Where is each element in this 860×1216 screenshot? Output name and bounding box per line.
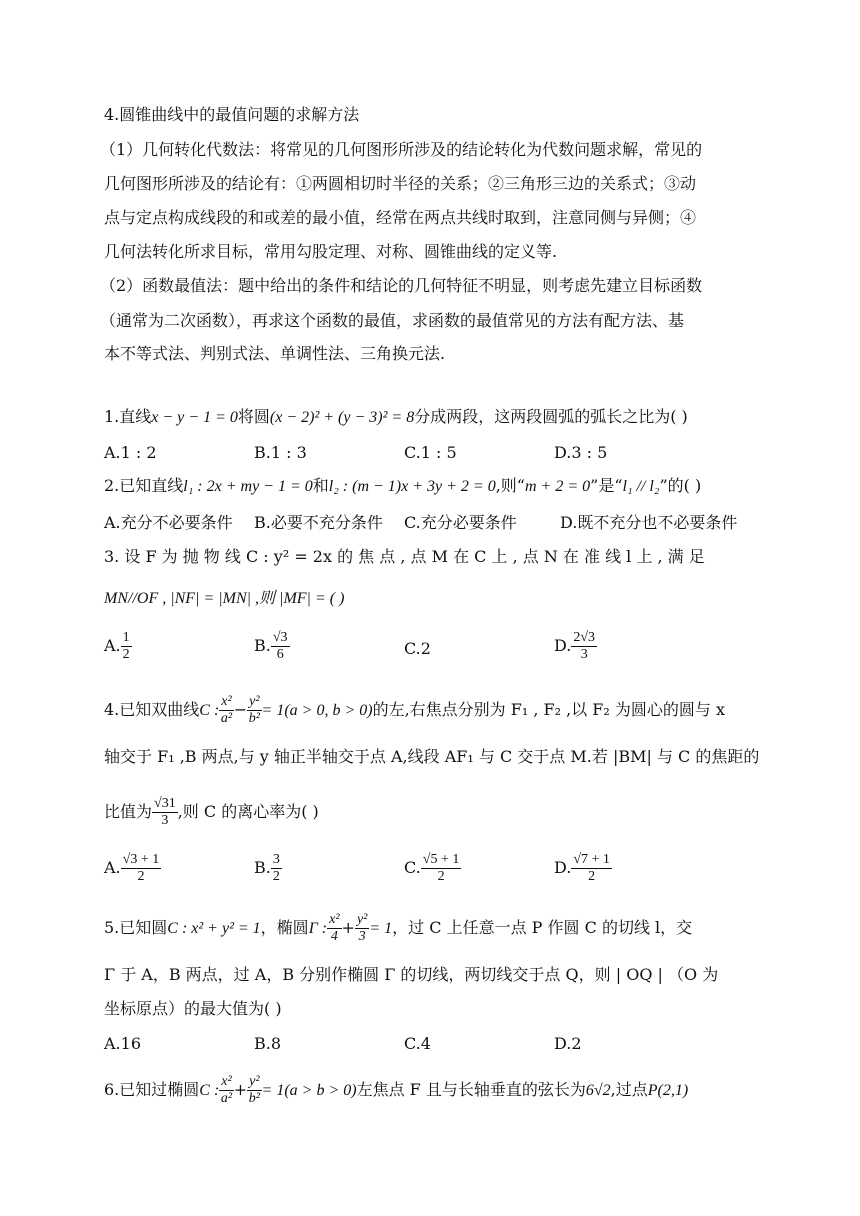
q5-option-d: D.2 bbox=[554, 1034, 582, 1053]
q4-option-d-prefix: D. bbox=[554, 858, 572, 877]
q6-frac-y-den: b² bbox=[248, 1091, 260, 1106]
q1-option-d: D.3 : 5 bbox=[554, 443, 608, 462]
q4-stem-a: 4.已知双曲线 bbox=[104, 700, 200, 719]
q6-frac-x-den: a² bbox=[220, 1091, 233, 1106]
q6-point-p: P(2,1) bbox=[647, 1082, 689, 1099]
q4-option-a bbox=[104, 852, 161, 885]
method-p2-line2: （通常为二次函数），再求这个函数的最值，求函数的最值常见的方法有配方法、基 bbox=[100, 311, 685, 330]
q2-stem-b: 和 bbox=[312, 476, 329, 495]
q5-option-a: A.16 bbox=[104, 1034, 141, 1053]
q3-option-a-den: 2 bbox=[122, 647, 130, 662]
q1-option-c: C.1 : 5 bbox=[404, 443, 457, 462]
q1-stem-a: 1.直线 bbox=[104, 407, 152, 426]
q4-stem-d: 的左,右焦点分别为 F₁ , F₂ ,以 F₂ 为圆心的圆与 x bbox=[372, 700, 726, 719]
q4-stem-end: ,则 C 的离心率为( ) bbox=[177, 802, 319, 821]
q4-frac-x-num: x² bbox=[221, 694, 232, 709]
q2-stem-a: 2.已知直线 bbox=[104, 476, 184, 495]
question-5-line1 bbox=[104, 912, 692, 945]
q3-option-d-num: 2√3 bbox=[573, 630, 596, 645]
q5-frac-x-den: 4 bbox=[330, 929, 338, 944]
method-p1-line2: 几何图形所涉及的结论有：①两圆相切时半径的关系；②三角形三边的关系式；③动 bbox=[104, 174, 697, 193]
q1-eq-circle: (x − 2)² + (y − 3)² = 8 bbox=[269, 409, 415, 426]
q6-frac-y-num: y² bbox=[249, 1074, 260, 1089]
q3-option-d-den: 3 bbox=[580, 647, 588, 662]
q4-option-b-frac bbox=[271, 852, 282, 885]
q4-stem-ratio: 比值为 bbox=[104, 802, 153, 821]
method-p1-line3: 点与定点构成线段的和或差的最小值，经常在两点共线时取到，注意同侧与异侧；④ bbox=[104, 208, 697, 227]
q5-circle-eq: C : x² + y² = 1 bbox=[167, 920, 261, 937]
question-3-line1: 3. 设 F 为 抛 物 线 C : y² = 2x 的 焦 点 , 点 M 在 C 上 , 点 N 在 准 线 l 上 , 满 足 bbox=[104, 547, 705, 566]
q2-eq-l2: l₂ : (m − 1)x + 3y + 2 = 0 bbox=[328, 478, 496, 495]
q4-frac-y-den: b² bbox=[248, 711, 260, 726]
q3-option-b-den: 6 bbox=[276, 647, 284, 662]
q3-option-a-prefix: A. bbox=[104, 636, 121, 655]
question-6-line1 bbox=[104, 1074, 688, 1107]
q6-stem-f: ,过点 bbox=[610, 1080, 648, 1099]
q3-option-d-prefix: D. bbox=[554, 636, 572, 655]
q6-frac-y bbox=[247, 1074, 261, 1107]
q4-option-c bbox=[404, 852, 461, 885]
q1-stem-c: 分成两段，这两段圆弧的弧长之比为( ) bbox=[414, 407, 688, 426]
q1-stem-b: 将圆 bbox=[237, 407, 270, 426]
q4-option-d bbox=[554, 852, 612, 885]
q1-eq-line: x − y − 1 = 0 bbox=[151, 409, 238, 426]
q2-eq-m: m + 2 = 0 bbox=[525, 478, 591, 495]
q4-ratio-frac bbox=[152, 796, 178, 829]
q6-frac-x-num: x² bbox=[221, 1074, 232, 1089]
q3-option-c: C.2 bbox=[404, 639, 431, 658]
q5-stem-a: 5.已知圆 bbox=[104, 918, 168, 937]
q4-condition: = 1(a > 0, b > 0) bbox=[261, 702, 373, 719]
q6-stem-a: 6.已知过椭圆 bbox=[104, 1080, 200, 1099]
q4-option-a-frac bbox=[121, 852, 162, 885]
q4-option-d-den: 2 bbox=[588, 869, 596, 884]
q5-frac-y-num: y² bbox=[356, 912, 368, 927]
q4-option-a-den: 2 bbox=[137, 869, 145, 884]
q4-option-c-prefix: C. bbox=[404, 858, 421, 877]
q2-option-a: A.充分不必要条件 bbox=[104, 513, 233, 532]
q5-stem-c: ，椭圆 bbox=[260, 918, 309, 937]
method-p1-line4: 几何法转化所求目标，常用勾股定理、对称、圆锥曲线的定义等. bbox=[104, 242, 558, 261]
q1-option-b: B.1 : 3 bbox=[254, 443, 307, 462]
q2-eq-parallel: l₁ // l₂ bbox=[622, 478, 660, 495]
q4-curve-name: C : bbox=[199, 702, 220, 719]
method-p2-line1: （2）函数最值法：题中给出的条件和结论的几何特征不明显，则考虑先建立目标函数 bbox=[100, 276, 703, 295]
q2-stem-e: ”的( ) bbox=[659, 476, 702, 495]
q5-ellipse-name: Γ : bbox=[308, 920, 328, 937]
q4-option-b-prefix: B. bbox=[254, 858, 271, 877]
method-p1-line1: （1）几何转化代数法：将常见的几何图形所涉及的结论转化为代数问题求解，常见的 bbox=[100, 140, 703, 159]
method-p2-line3: 本不等式法、判别式法、单调性法、三角换元法. bbox=[104, 344, 446, 363]
q4-option-b-den: 2 bbox=[272, 869, 280, 884]
q2-stem-c: ,则“ bbox=[495, 476, 525, 495]
q6-chord-length: 6√2 bbox=[585, 1082, 611, 1099]
q3-option-b bbox=[254, 630, 290, 663]
q6-condition: = 1(a > b > 0) bbox=[261, 1082, 357, 1099]
q6-frac-x bbox=[219, 1074, 233, 1107]
q5-eq-end: = 1 bbox=[369, 920, 393, 937]
question-5-line2: Γ 于 A，B 两点，过 A，B 分别作椭圆 Γ 的切线，两切线交于点 Q，则 | OQ | （O 为 bbox=[104, 965, 719, 984]
q4-option-a-prefix: A. bbox=[104, 858, 121, 877]
q4-ratio-num: √31 bbox=[154, 796, 176, 811]
q6-curve-name: C : bbox=[199, 1082, 220, 1099]
q6-stem-d: 左焦点 F 且与长轴垂直的弦长为 bbox=[356, 1080, 586, 1099]
q4-frac-y bbox=[247, 694, 261, 727]
q1-option-a: A.1 : 2 bbox=[104, 443, 157, 462]
question-5-line3: 坐标原点）的最大值为( ) bbox=[104, 999, 282, 1018]
q4-option-d-num: √7 + 1 bbox=[573, 852, 610, 867]
question-2-stem bbox=[104, 475, 701, 498]
question-4-line2: 轴交于 F₁ ,B 两点,与 y 轴正半轴交于点 A,线段 AF₁ 与 C 交于点 M.若 |BM| 与 C 的焦距的 bbox=[104, 747, 760, 766]
question-4-line3 bbox=[104, 796, 319, 829]
q2-eq-l1: l₁ : 2x + my − 1 = 0 bbox=[183, 478, 313, 495]
q2-stem-d: ”是“ bbox=[590, 476, 623, 495]
q4-option-c-num: √5 + 1 bbox=[422, 852, 460, 867]
q5-frac-x-num: x² bbox=[329, 912, 340, 927]
q2-option-c: C.充分必要条件 bbox=[404, 513, 517, 532]
q3-option-a-frac bbox=[121, 630, 132, 663]
q4-option-b-num: 3 bbox=[272, 852, 280, 867]
q3-option-d-frac bbox=[571, 630, 597, 663]
q6-plus: + bbox=[233, 1080, 248, 1099]
q5-stem-f: ，过 C 上任意一点 P 作圆 C 的切线 l，交 bbox=[392, 918, 693, 937]
q5-option-b: B.8 bbox=[254, 1034, 282, 1053]
q4-ratio-den: 3 bbox=[161, 813, 169, 828]
q3-option-a-num: 1 bbox=[122, 630, 130, 645]
q4-option-b bbox=[254, 852, 282, 885]
q5-frac-x bbox=[327, 912, 341, 945]
q5-plus: + bbox=[341, 918, 355, 937]
q3-option-a bbox=[104, 630, 132, 663]
question-1-stem bbox=[104, 406, 688, 429]
q4-option-c-frac bbox=[421, 852, 462, 885]
q3-option-b-num: √3 bbox=[272, 630, 288, 645]
q4-frac-x-den: a² bbox=[220, 711, 233, 726]
q3-option-b-frac bbox=[271, 630, 290, 663]
q4-option-c-den: 2 bbox=[437, 869, 445, 884]
question-3-line2: MN//OF , |NF| = |MN| ,则 |MF| = ( ) bbox=[104, 590, 345, 607]
q4-option-d-frac bbox=[571, 852, 612, 885]
method-heading: 4.圆锥曲线中的最值问题的求解方法 bbox=[104, 105, 360, 124]
question-4-line1 bbox=[104, 694, 725, 727]
q3-option-d bbox=[554, 630, 597, 663]
q4-frac-x bbox=[219, 694, 233, 727]
q2-option-b: B.必要不充分条件 bbox=[254, 513, 383, 532]
q4-minus: − bbox=[233, 700, 248, 719]
q5-option-c: C.4 bbox=[404, 1034, 431, 1053]
q4-frac-y-num: y² bbox=[249, 694, 260, 709]
q2-option-d: D.既不充分也不必要条件 bbox=[560, 513, 738, 532]
q3-option-b-prefix: B. bbox=[254, 636, 271, 655]
q4-option-a-num: √3 + 1 bbox=[122, 852, 160, 867]
q5-frac-y-den: 3 bbox=[358, 929, 366, 944]
q5-frac-y bbox=[355, 912, 369, 945]
